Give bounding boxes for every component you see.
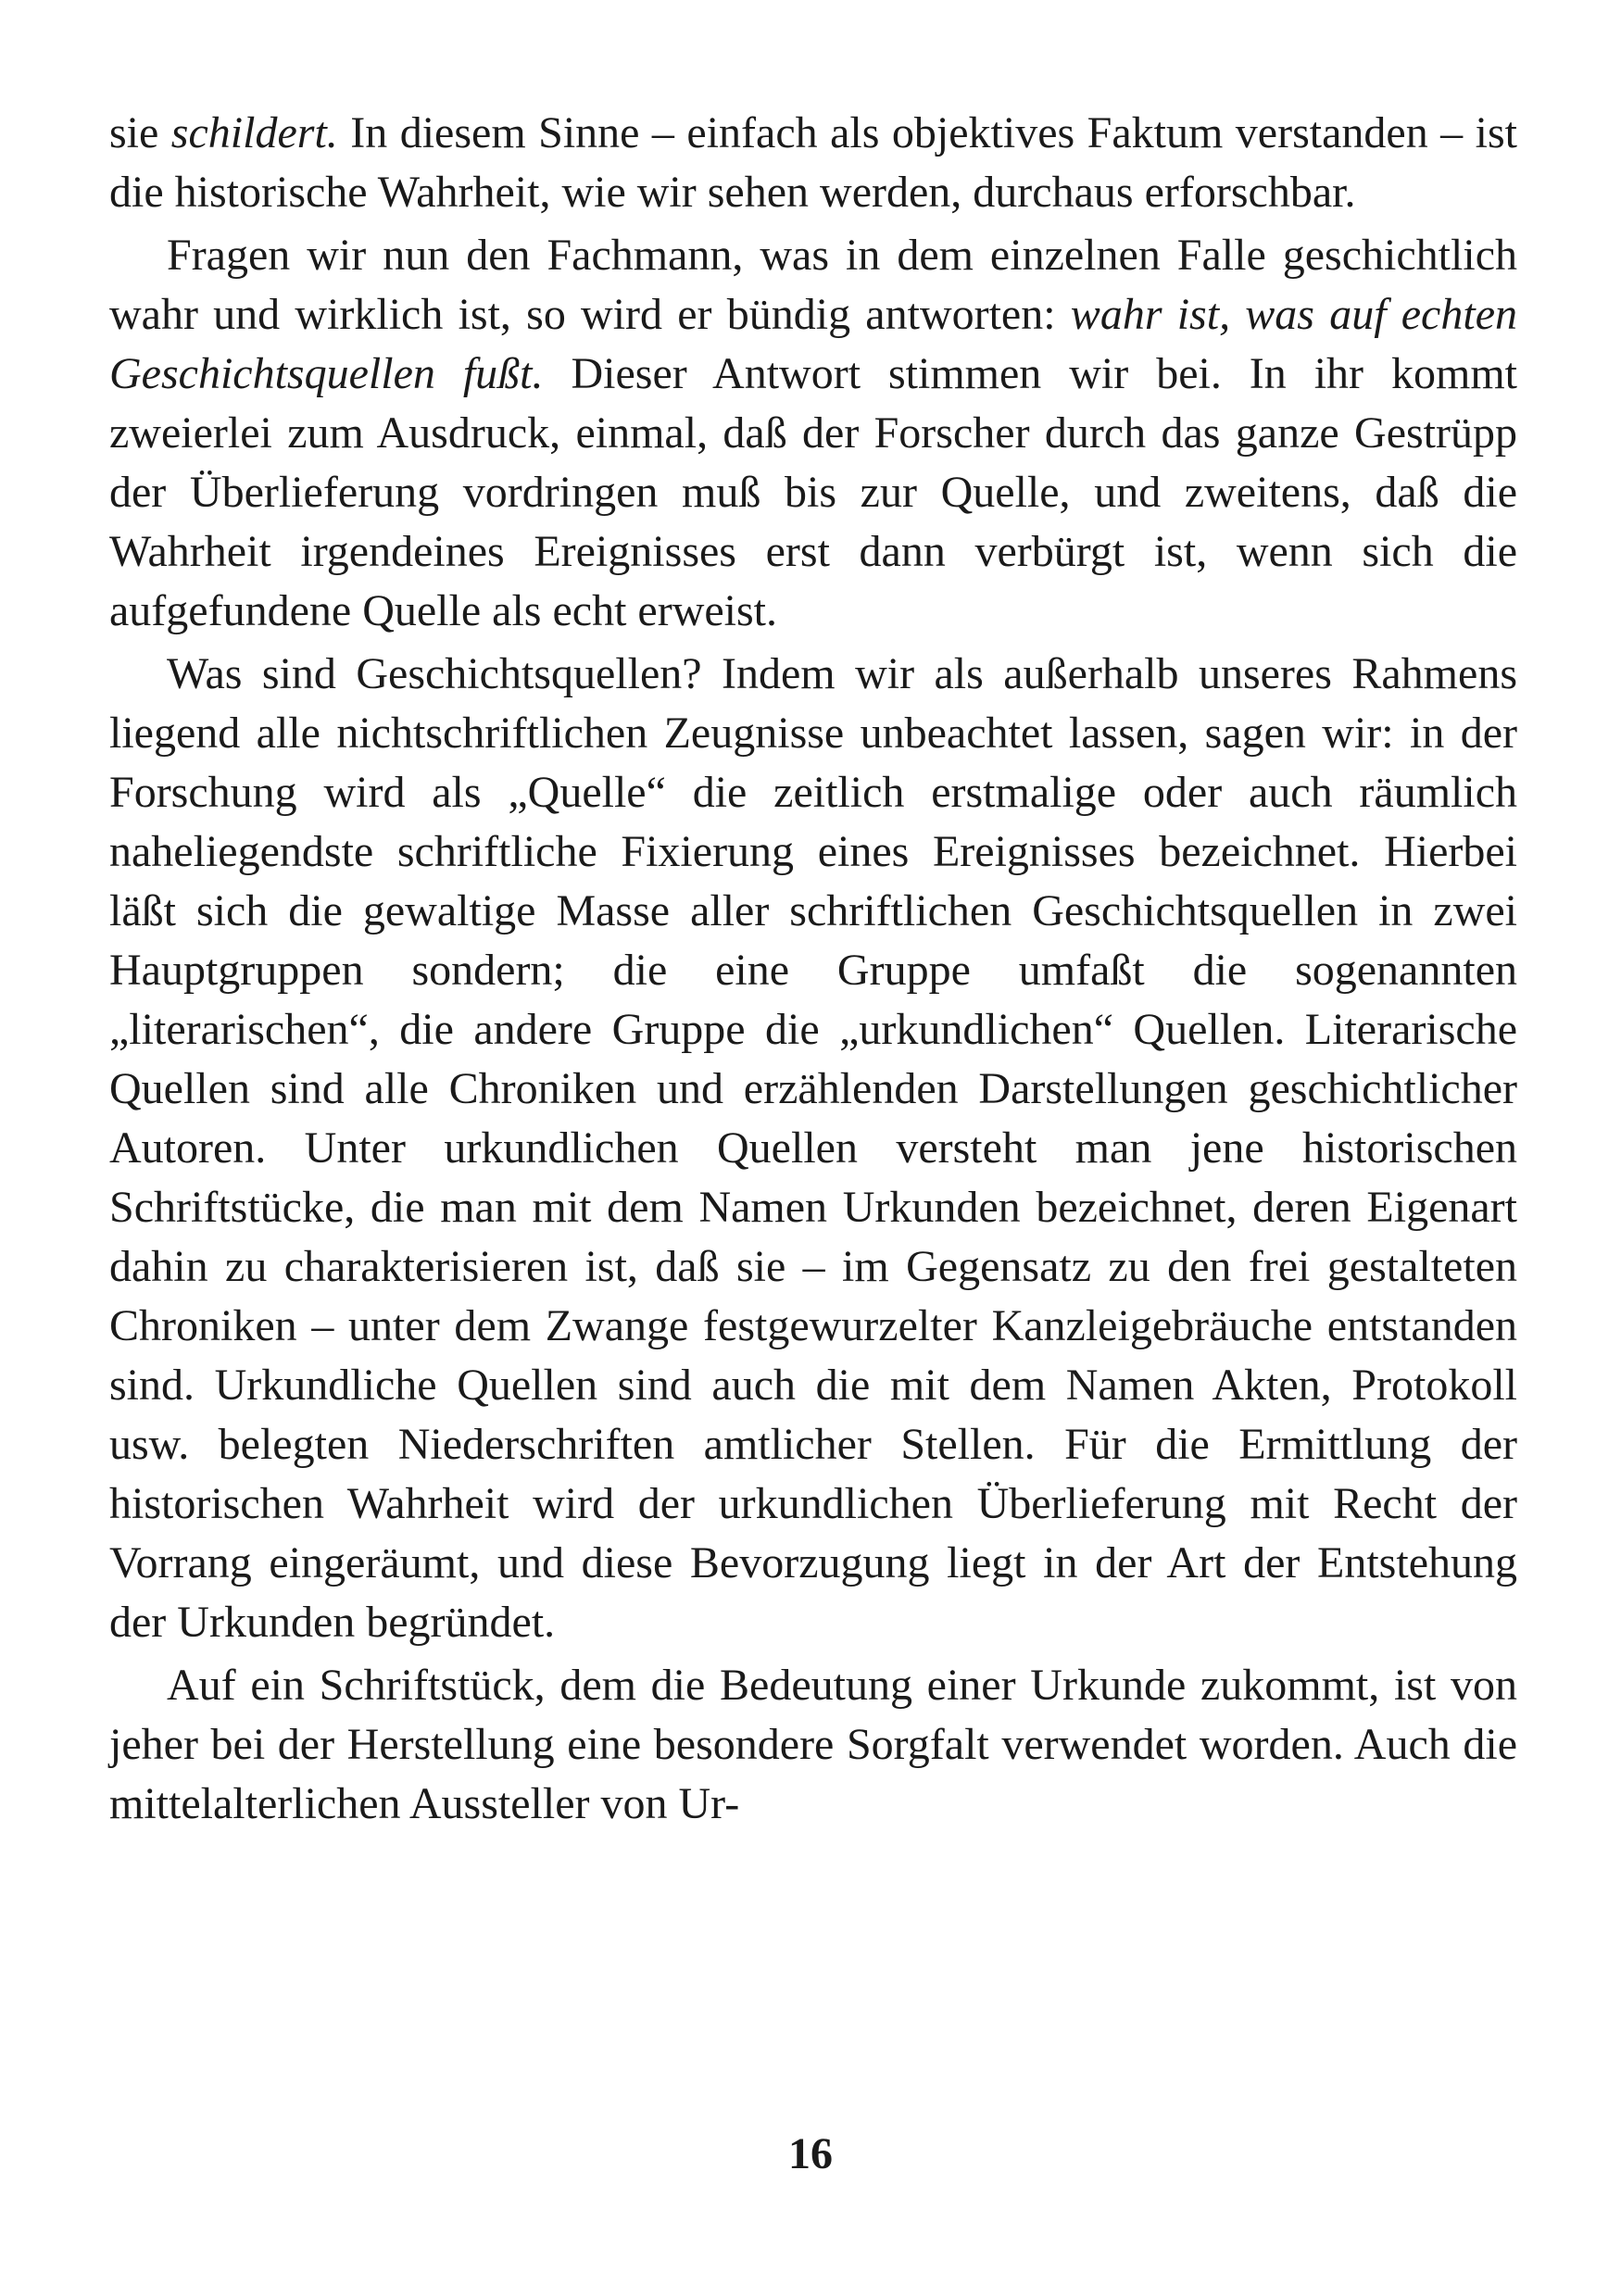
text-run: sie	[109, 108, 171, 157]
body-text	[109, 104, 1517, 1834]
text-run: Auf ein Schriftstück, dem die Bedeutung einer Urkunde zukommt, ist von jeher bei der Herstellung eine besondere Sorgfalt verwendet worden. Auch die mittelalterlichen Aussteller von Ur-	[109, 1661, 1517, 1828]
text-run: Was sind Geschichtsquellen? Indem wir als außerhalb unseres Rahmens liegend alle nichtschriftlichen Zeugnisse unbeachtet lassen, sagen wir: in der Forschung wird als „Quelle“ die zeitlich erstmalige oder auch räumlich naheliegendste schriftliche Fixierung eines Ereignisses bezeichnet. Hierbei läßt sich die gewaltige Masse aller schriftlichen Geschichtsquellen in zwei Hauptgruppen sondern; die eine Gruppe umfaßt die sogenannten „literarischen“, die andere Gruppe die „urkundlichen“ Quellen. Literarische Quellen sind alle Chroniken und erzählenden Darstellungen geschichtlicher Autoren. Unter urkundlichen Quellen versteht man jene historischen Schriftstücke, die man mit dem Namen Urkunden bezeichnet, deren Eigenart dahin zu charakterisieren ist, daß sie – im Gegensatz zu den frei gestalteten Chroniken – unter dem Zwange festgewurzelter Kanzleigebräuche entstanden sind. Urkundliche Quellen sind auch die mit dem Namen Akten, Protokoll usw. belegten Niederschriften amtlicher Stellen. Für die Ermittlung der historischen Wahrheit wird der urkundlichen Überlieferung mit Recht der Vorrang eingeräumt, und diese Bevorzugung liegt in der Art der Entstehung der Urkunden begründet.	[109, 649, 1517, 1647]
text-run: In diesem Sinne – einfach als objektives Faktum verstanden – ist die historische Wahrheit, wie wir sehen werden, durchaus erforschbar.	[109, 108, 1517, 217]
italic-run: wahr ist, was auf echten Geschichtsquellen fußt.	[109, 290, 1517, 398]
italic-run: schildert.	[170, 108, 338, 157]
paragraph-4	[109, 1656, 1517, 1834]
page-number: 16	[788, 2129, 833, 2178]
text-run: Fragen wir nun den Fachmann, was in dem einzelnen Falle geschichtlich wahr und wirklich ist, so wird er bündig antworten:	[109, 231, 1517, 339]
text-run: Dieser Antwort stimmen wir bei. In ihr kommt zweierlei zum Ausdruck, einmal, daß der Forscher durch das ganze Gestrüpp der Überlieferung vordringen muß bis zur Quelle, und zweitens, daß die Wahrheit irgendeines Ereignisses erst dann verbürgt ist, wenn sich die aufgefundene Quelle als echt erweist.	[109, 349, 1518, 635]
paragraph-3	[109, 645, 1517, 1652]
paragraph-1	[109, 104, 1517, 222]
paragraph-2	[109, 226, 1517, 641]
